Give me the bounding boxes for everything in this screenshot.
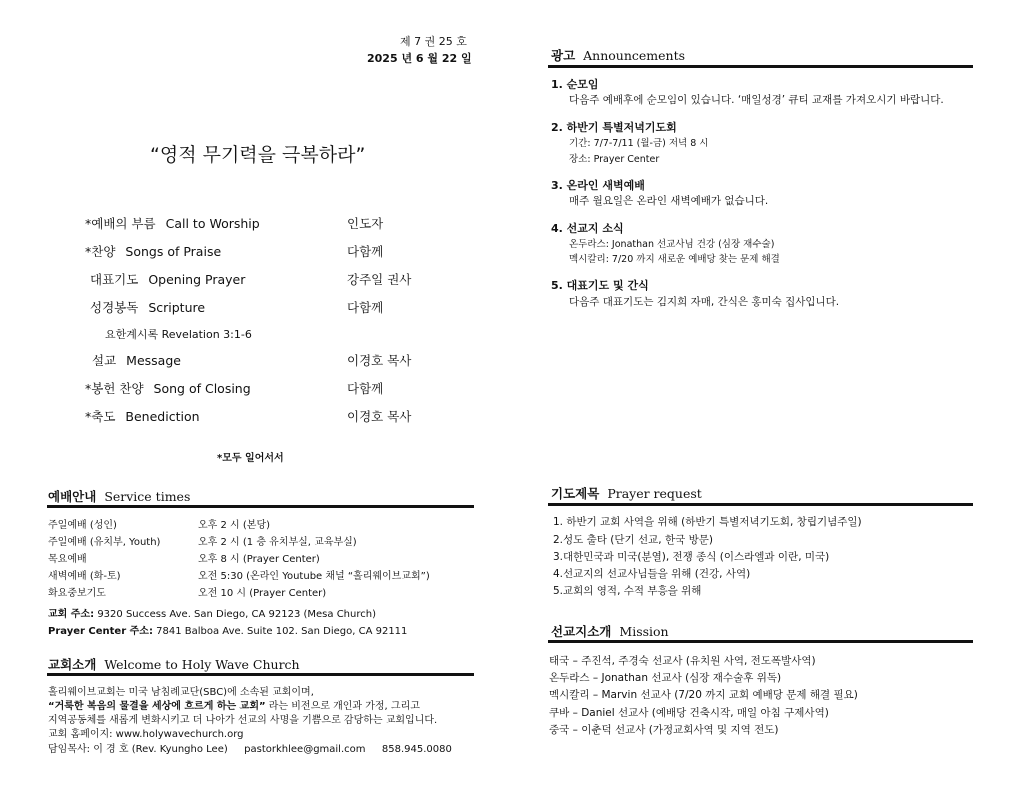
section-title-en: Prayer request (607, 486, 702, 501)
worship-item-ko: *예배의 부름 (85, 216, 156, 231)
welcome-title (48, 655, 300, 673)
worship-leader: 다함께 (347, 244, 384, 259)
service-name: 주일예배 (유치부, Youth) (48, 537, 161, 548)
worship-item-en: Call to Worship (165, 216, 260, 231)
prayer-title (551, 484, 702, 502)
worship-item-ko: *봉헌 찬양 (85, 381, 144, 396)
worship-leader: 다함께 (347, 381, 384, 396)
worship-item (90, 298, 205, 316)
announcement-line: 기간: 7/7-7/11 (월-금) 저녁 8 시 (569, 138, 709, 149)
section-divider (548, 503, 973, 506)
prayer-center-label: Prayer Center 주소: (48, 626, 153, 637)
worship-item-en: Benediction (125, 409, 200, 424)
announcement-line: 장소: Prayer Center (569, 154, 660, 165)
welcome-line: 홀리웨이브교회는 미국 남침례교단(SBC)에 소속된 교회이며, (48, 687, 314, 698)
worship-leader: 이경호 목사 (347, 409, 412, 424)
section-divider (548, 65, 973, 68)
pastor-email: pastorkhlee@gmail.com (244, 744, 366, 755)
worship-item-en: Songs of Praise (125, 244, 222, 259)
pastor-info (48, 740, 452, 755)
church-homepage: 교회 홈페이지: www.holywavechurch.org (48, 729, 244, 740)
worship-leader: 인도자 (347, 216, 384, 231)
section-title-en: Welcome to Holy Wave Church (104, 657, 300, 672)
worship-item-en: Scripture (148, 300, 206, 315)
service-name: 새벽예배 (화-토) (48, 571, 121, 582)
pastor-phone: 858.945.0080 (381, 744, 452, 755)
mission-item: 쿠바 – Daniel 선교사 (예배당 건축시작, 매일 아침 구제사역) (549, 707, 829, 719)
service-time: 오전 5:30 (온라인 Youtube 채널 “홀리웨이브교회”) (198, 571, 430, 582)
section-title-ko: 광고 (551, 48, 576, 63)
worship-item-ko: *축도 (85, 409, 116, 424)
service-name: 목요예배 (48, 554, 87, 565)
worship-leader: 다함께 (347, 300, 384, 315)
worship-item (85, 379, 251, 397)
mission-item: 온두라스 – Jonathan 선교사 (심장 재수술후 위독) (549, 672, 782, 684)
section-title-ko: 기도제목 (551, 486, 600, 501)
service-time: 오후 2 시 (1 층 유치부실, 교육부실) (198, 537, 357, 548)
section-title-ko: 선교지소개 (551, 624, 612, 639)
announcement-line: 온두라스: Jonathan 선교사님 건강 (심장 재수술) (569, 239, 775, 250)
prayer-center-value: 7841 Balboa Ave. Suite 102. San Diego, CA 92111 (156, 626, 408, 637)
worship-item (90, 270, 245, 288)
worship-item (85, 242, 221, 260)
service-time: 오후 8 시 (Prayer Center) (198, 554, 320, 565)
issue-date: 2025 년 6 월 22 일 (367, 52, 472, 65)
worship-item-ko: 설교 (92, 353, 117, 368)
welcome-line: 지역공동체를 새롭게 변화시키고 더 나아가 선교의 사명을 기쁨으로 감당하는 교회입니다. (48, 715, 438, 726)
service-times-title (48, 487, 190, 505)
announcement-title: 4. 선교지 소식 (551, 222, 624, 235)
mission-item: 멕시칼리 – Marvin 선교사 (7/20 까지 교회 예배당 문제 해결 필요) (549, 689, 858, 701)
worship-item (85, 214, 260, 232)
service-time: 오전 10 시 (Prayer Center) (198, 588, 327, 599)
service-name: 주일예배 (성인) (48, 520, 117, 531)
prayer-item: 4.선교지의 선교사님들을 위해 (건강, 사역) (553, 568, 751, 580)
section-divider (47, 673, 474, 676)
prayer-item: 2.성도 출타 (단기 선교, 한국 방문) (553, 534, 713, 546)
standing-note: *모두 일어서서 (217, 453, 284, 464)
section-title-ko: 교회소개 (48, 657, 97, 672)
church-address-label: 교회 주소: (48, 609, 95, 620)
section-title-en: Announcements (583, 48, 686, 63)
issue-volume: 제 7 권 25 호 (400, 35, 467, 48)
section-title-en: Service times (104, 489, 191, 504)
prayer-center-address (48, 622, 407, 637)
announcement-title: 3. 온라인 새벽예배 (551, 179, 645, 192)
worship-item (85, 407, 200, 425)
sermon-title: “영적 무기력을 극복하라” (150, 144, 366, 166)
section-title-en: Mission (619, 624, 669, 639)
vision-statement: “거룩한 복음의 물결을 세상에 흐르게 하는 교회” (48, 701, 266, 712)
section-title-ko: 예배안내 (48, 489, 97, 504)
worship-item-ko: 대표기도 (90, 272, 139, 287)
announcement-title: 5. 대표기도 및 간식 (551, 279, 649, 292)
announcements-title (551, 46, 685, 64)
worship-item-ko: *찬양 (85, 244, 116, 259)
announcement-line: 매주 월요일은 온라인 새벽예배가 없습니다. (569, 195, 769, 207)
prayer-item: 1. 하반기 교회 사역을 위해 (하반기 특별저녁기도회, 창립기념주일) (553, 516, 862, 528)
worship-item-ko: 성경봉독 (90, 300, 139, 315)
mission-title (551, 622, 669, 640)
church-address (48, 605, 376, 620)
vision-rest: 라는 비전으로 개인과 가정, 그리고 (265, 701, 420, 712)
mission-item: 태국 – 주진석, 주경숙 선교사 (유치원 사역, 전도폭발사역) (549, 655, 816, 667)
prayer-item: 3.대한민국과 미국(분열), 전쟁 종식 (이스라엘과 이란, 미국) (553, 551, 830, 563)
worship-item (92, 351, 181, 369)
service-name: 화요중보기도 (48, 588, 106, 599)
worship-item-en: Opening Prayer (148, 272, 246, 287)
worship-item-en: Song of Closing (153, 381, 251, 396)
pastor-name: 담임목사: 이 경 호 (Rev. Kyungho Lee) (48, 744, 228, 755)
welcome-vision (48, 697, 420, 712)
section-divider (47, 505, 474, 508)
announcement-line: 다음주 예배후에 순모임이 있습니다. ‘매일성경’ 큐티 교재를 가져오시기 바랍니다. (569, 94, 944, 106)
announcement-title: 1. 순모임 (551, 78, 599, 91)
announcement-title: 2. 하반기 특별저녁기도회 (551, 121, 677, 134)
announcement-line: 멕시칼리: 7/20 까지 새로운 예배당 찾는 문제 해결 (569, 254, 780, 265)
worship-leader: 강주일 권사 (347, 272, 412, 287)
worship-item-en: Message (126, 353, 181, 368)
prayer-item: 5.교회의 영적, 수적 부흥을 위해 (553, 585, 702, 597)
worship-leader: 이경호 목사 (347, 353, 412, 368)
section-divider (548, 640, 973, 643)
mission-item: 중국 – 이춘덕 선교사 (가정교회사역 및 지역 전도) (549, 724, 779, 736)
service-time: 오후 2 시 (본당) (198, 520, 271, 531)
church-address-value: 9320 Success Ave. San Diego, CA 92123 (Mesa Church) (97, 609, 376, 620)
announcement-line: 다음주 대표기도는 김지희 자매, 간식은 홍미숙 집사입니다. (569, 296, 840, 308)
scripture-reference: 요한계시록 Revelation 3:1-6 (105, 328, 252, 341)
